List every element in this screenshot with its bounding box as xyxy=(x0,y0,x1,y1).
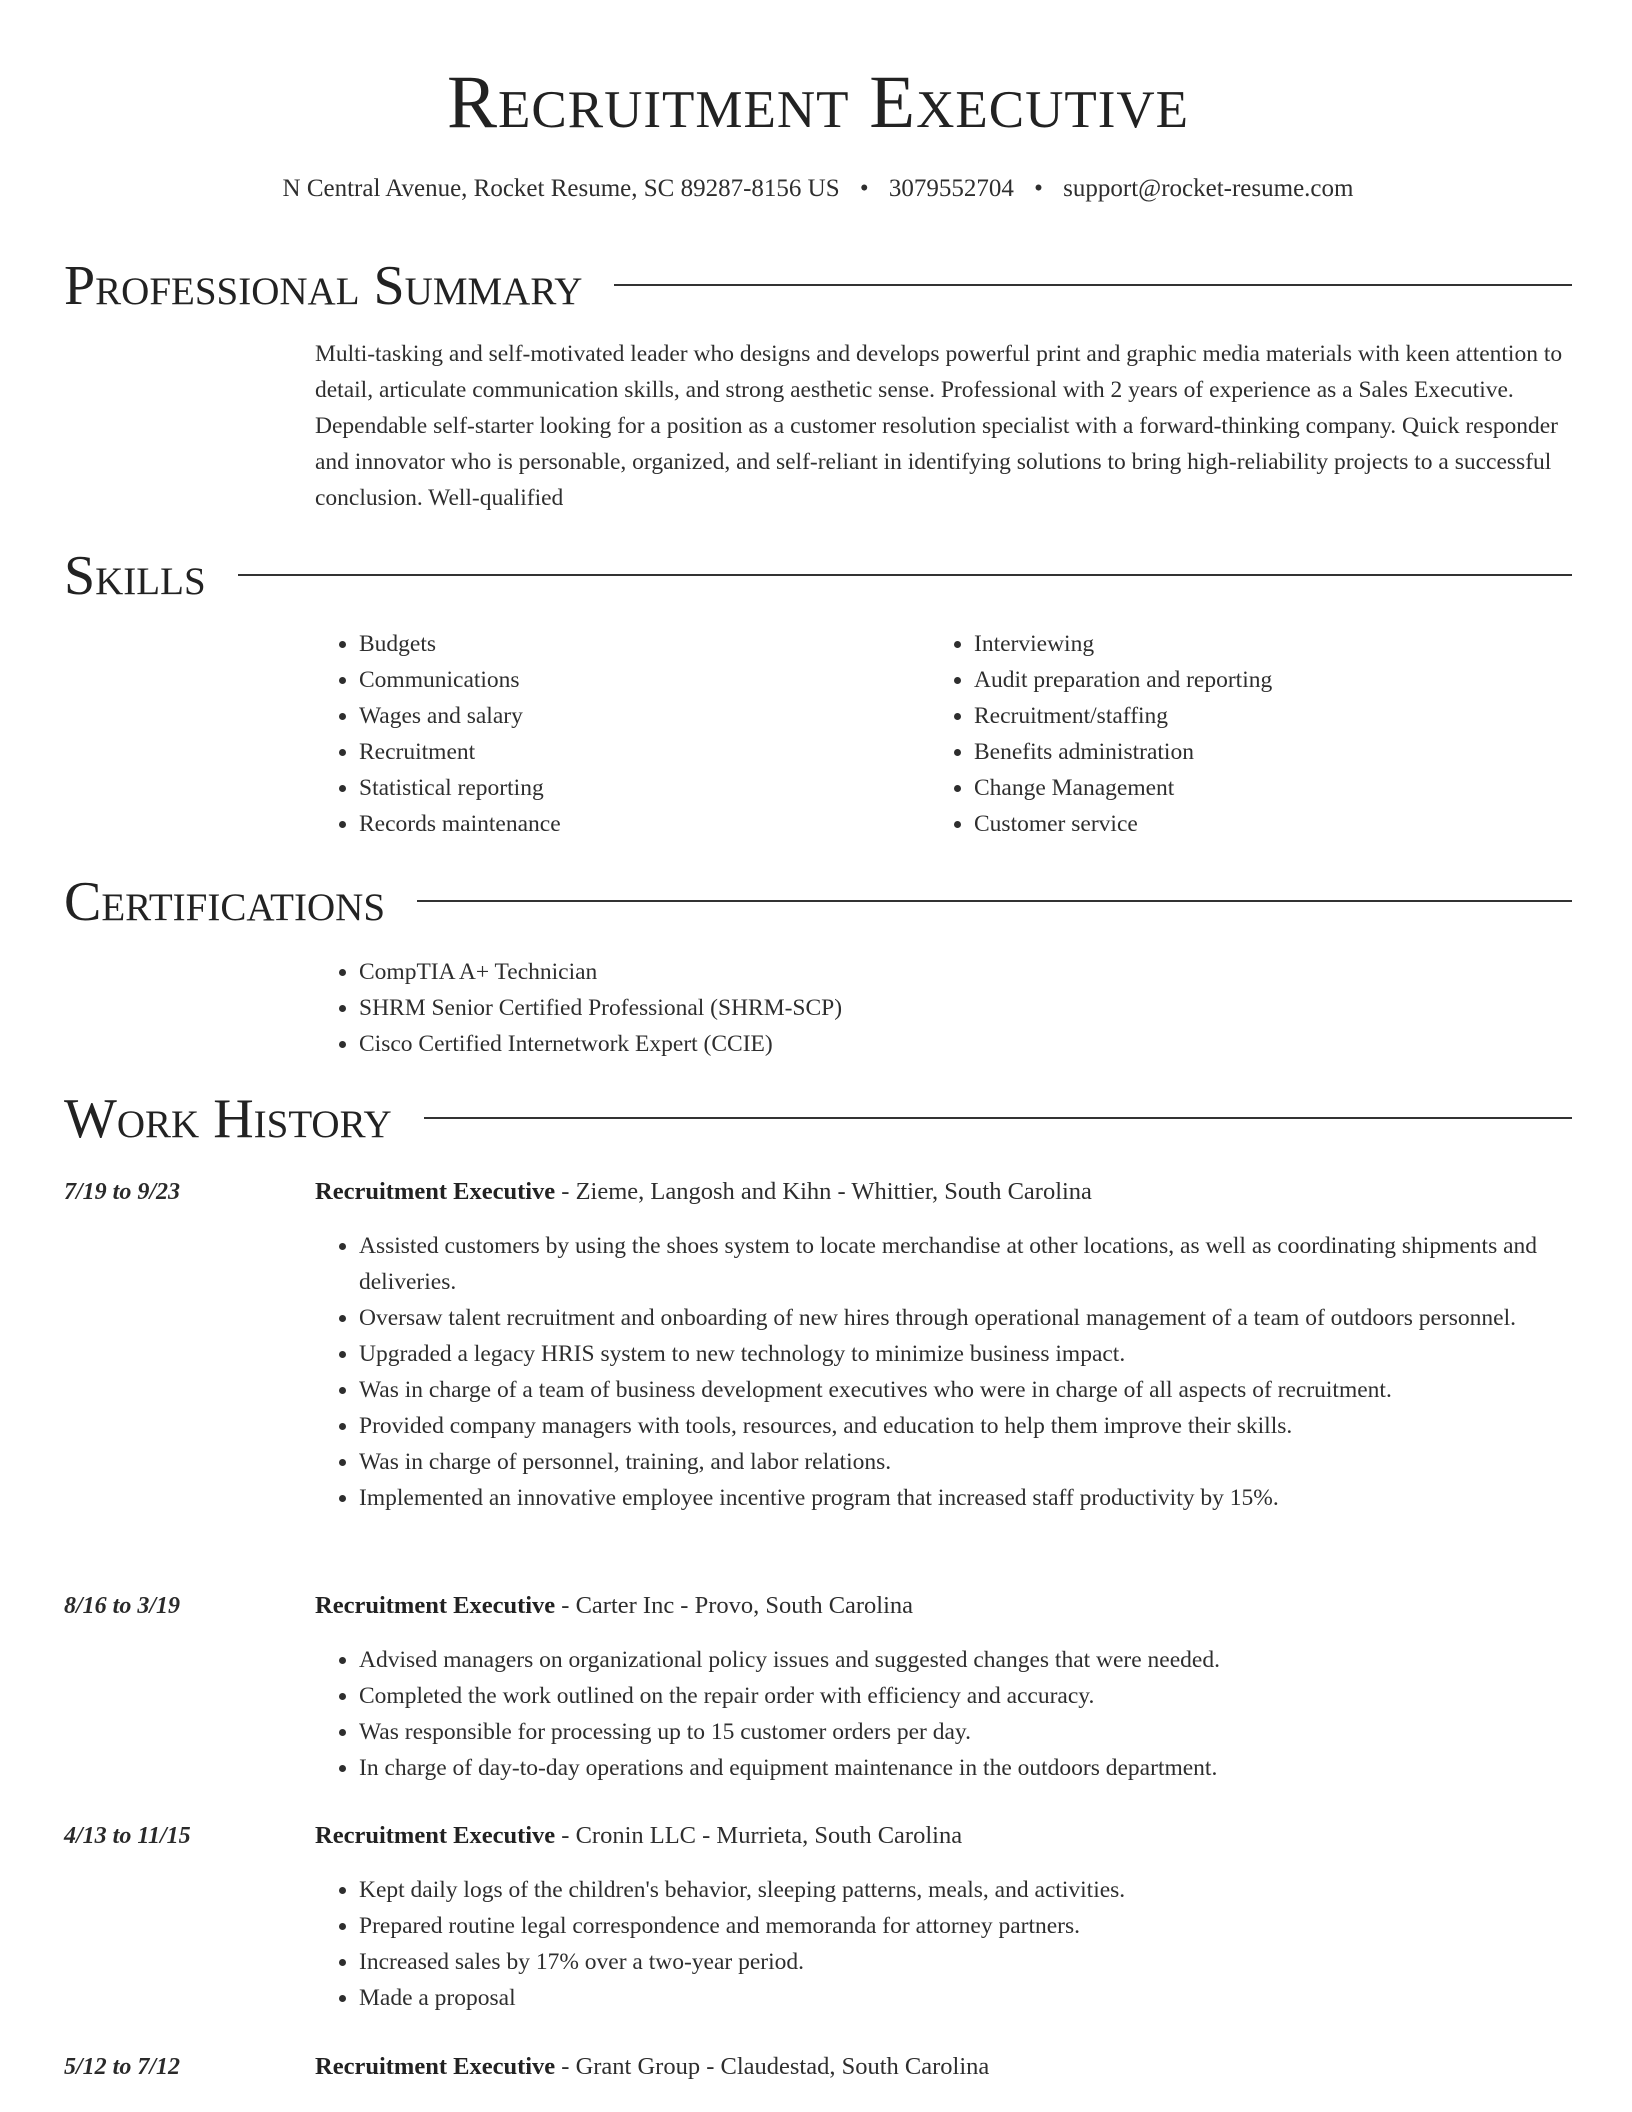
section-divider xyxy=(238,574,1572,576)
job-title: Recruitment Executive xyxy=(315,1178,556,1205)
skill-item: • Wages and salary xyxy=(359,698,919,734)
summary-heading-row xyxy=(64,256,1572,316)
certifications-heading: Certifications xyxy=(64,871,386,933)
job-heading xyxy=(315,1588,913,1624)
summary-text: Multi-tasking and self-motivated leader who designs and develops powerful print and graphic media materials with keen attention to detail, articulate communication skills, and strong aesthetic sense. Professional with 2 years of experience as a Sales Executive. Dependable self-starter looking for a position as a customer resolution specialist with a forward-thinking company. Quick responder and innovator who is personable, organized, and self-reliant in identifying solutions to bring high-reliability projects to a successful conclusion. Well-qualified xyxy=(315,341,1563,511)
certifications-heading-row xyxy=(64,872,1572,932)
job-bullet: • Was in charge of a team of business development executives who were in charge of all aspects of recruitment. xyxy=(359,1372,1559,1408)
job-heading xyxy=(315,2049,989,2085)
certification-item: • SHRM Senior Certified Professional (SHRM-SCP) xyxy=(359,990,1559,1026)
job-bullet: • Was in charge of personnel, training, and labor relations. xyxy=(359,1444,1559,1480)
skill-item: • Change Management xyxy=(974,770,1574,806)
section-divider xyxy=(417,900,1572,902)
candidate-name: Recruitment Executive xyxy=(446,61,1190,144)
job-bullet: • Made a proposal xyxy=(359,1980,1559,2016)
skill-item: • Recruitment xyxy=(359,734,919,770)
job-title: Recruitment Executive xyxy=(315,1592,556,1619)
job-bullets xyxy=(315,1872,1559,2016)
job-bullet: • In charge of day-to-day operations and equipment maintenance in the outdoors department. xyxy=(359,1750,1559,1786)
job-heading xyxy=(315,1174,1092,1210)
job-title: Recruitment Executive xyxy=(315,1822,556,1849)
job-bullets xyxy=(315,1642,1559,1786)
job-bullet: • Oversaw talent recruitment and onboarding of new hires through operational management of a team of outdoors personnel. xyxy=(359,1300,1559,1336)
contact-separator: • xyxy=(1034,175,1043,202)
skill-item: • Statistical reporting xyxy=(359,770,919,806)
job-employer-location: - Carter Inc - Provo, South Carolina xyxy=(555,1592,914,1619)
job-employer-location: - Cronin LLC - Murrieta, South Carolina xyxy=(555,1822,963,1849)
section-divider xyxy=(614,284,1572,286)
job-bullet: • Increased sales by 17% over a two-year period. xyxy=(359,1944,1559,1980)
job-bullet: • Kept daily logs of the children's behavior, sleeping patterns, meals, and activities. xyxy=(359,1872,1559,1908)
job-dates: 5/12 to 7/12 xyxy=(64,2054,181,2080)
job-heading xyxy=(315,1818,962,1854)
job-dates: 7/19 to 9/23 xyxy=(64,1179,181,1205)
skills-list-right xyxy=(930,626,1574,842)
job-dates: 4/13 to 11/15 xyxy=(64,1823,191,1849)
skills-list-left xyxy=(315,626,919,842)
work-heading-row xyxy=(64,1089,1572,1149)
section-divider xyxy=(424,1117,1572,1119)
email: support@rocket-resume.com xyxy=(1063,175,1354,202)
contact-line xyxy=(64,172,1572,206)
skill-item: • Benefits administration xyxy=(974,734,1574,770)
skill-item: • Customer service xyxy=(974,806,1574,842)
skill-item: • Recruitment/staffing xyxy=(974,698,1574,734)
skill-item: • Interviewing xyxy=(974,626,1574,662)
address: N Central Avenue, Rocket Resume, SC 89287-8156 US xyxy=(282,175,840,202)
job-bullet: • Implemented an innovative employee incentive program that increased staff productivity by 15%. xyxy=(359,1480,1559,1516)
skill-item: • Budgets xyxy=(359,626,919,662)
certification-item: • Cisco Certified Internetwork Expert (CCIE) xyxy=(359,1026,1559,1062)
job-bullet: • Assisted customers by using the shoes system to locate merchandise at other locations, as well as coordinating shipments and deliveries. xyxy=(359,1228,1559,1300)
job-bullet: • Was responsible for processing up to 15 customer orders per day. xyxy=(359,1714,1559,1750)
work-heading: Work History xyxy=(64,1088,392,1150)
contact-separator: • xyxy=(859,175,869,202)
job-dates: 8/16 to 3/19 xyxy=(64,1593,181,1619)
job-bullet: • Provided company managers with tools, resources, and education to help them improve their skills. xyxy=(359,1408,1559,1444)
phone: 3079552704 xyxy=(888,175,1014,202)
job-employer-location: - Grant Group - Claudestad, South Carolina xyxy=(555,2053,990,2080)
job-employer-location: - Zieme, Langosh and Kihn - Whittier, South Carolina xyxy=(555,1178,1092,1205)
job-bullet: • Prepared routine legal correspondence and memoranda for attorney partners. xyxy=(359,1908,1559,1944)
skill-item: • Communications xyxy=(359,662,919,698)
certifications-list xyxy=(315,954,1559,1062)
skill-item: • Records maintenance xyxy=(359,806,919,842)
certification-item: • CompTIA A+ Technician xyxy=(359,954,1559,990)
job-bullet: • Advised managers on organizational policy issues and suggested changes that were needed. xyxy=(359,1642,1559,1678)
skills-heading: Skills xyxy=(64,545,206,607)
skills-heading-row xyxy=(64,546,1572,606)
job-bullets xyxy=(315,1228,1559,1516)
job-bullet: • Upgraded a legacy HRIS system to new technology to minimize business impact. xyxy=(359,1336,1559,1372)
summary-heading: Professional Summary xyxy=(64,255,583,317)
job-title: Recruitment Executive xyxy=(315,2053,556,2080)
skill-item: • Audit preparation and reporting xyxy=(974,662,1574,698)
job-bullet: • Completed the work outlined on the repair order with efficiency and accuracy. xyxy=(359,1678,1559,1714)
